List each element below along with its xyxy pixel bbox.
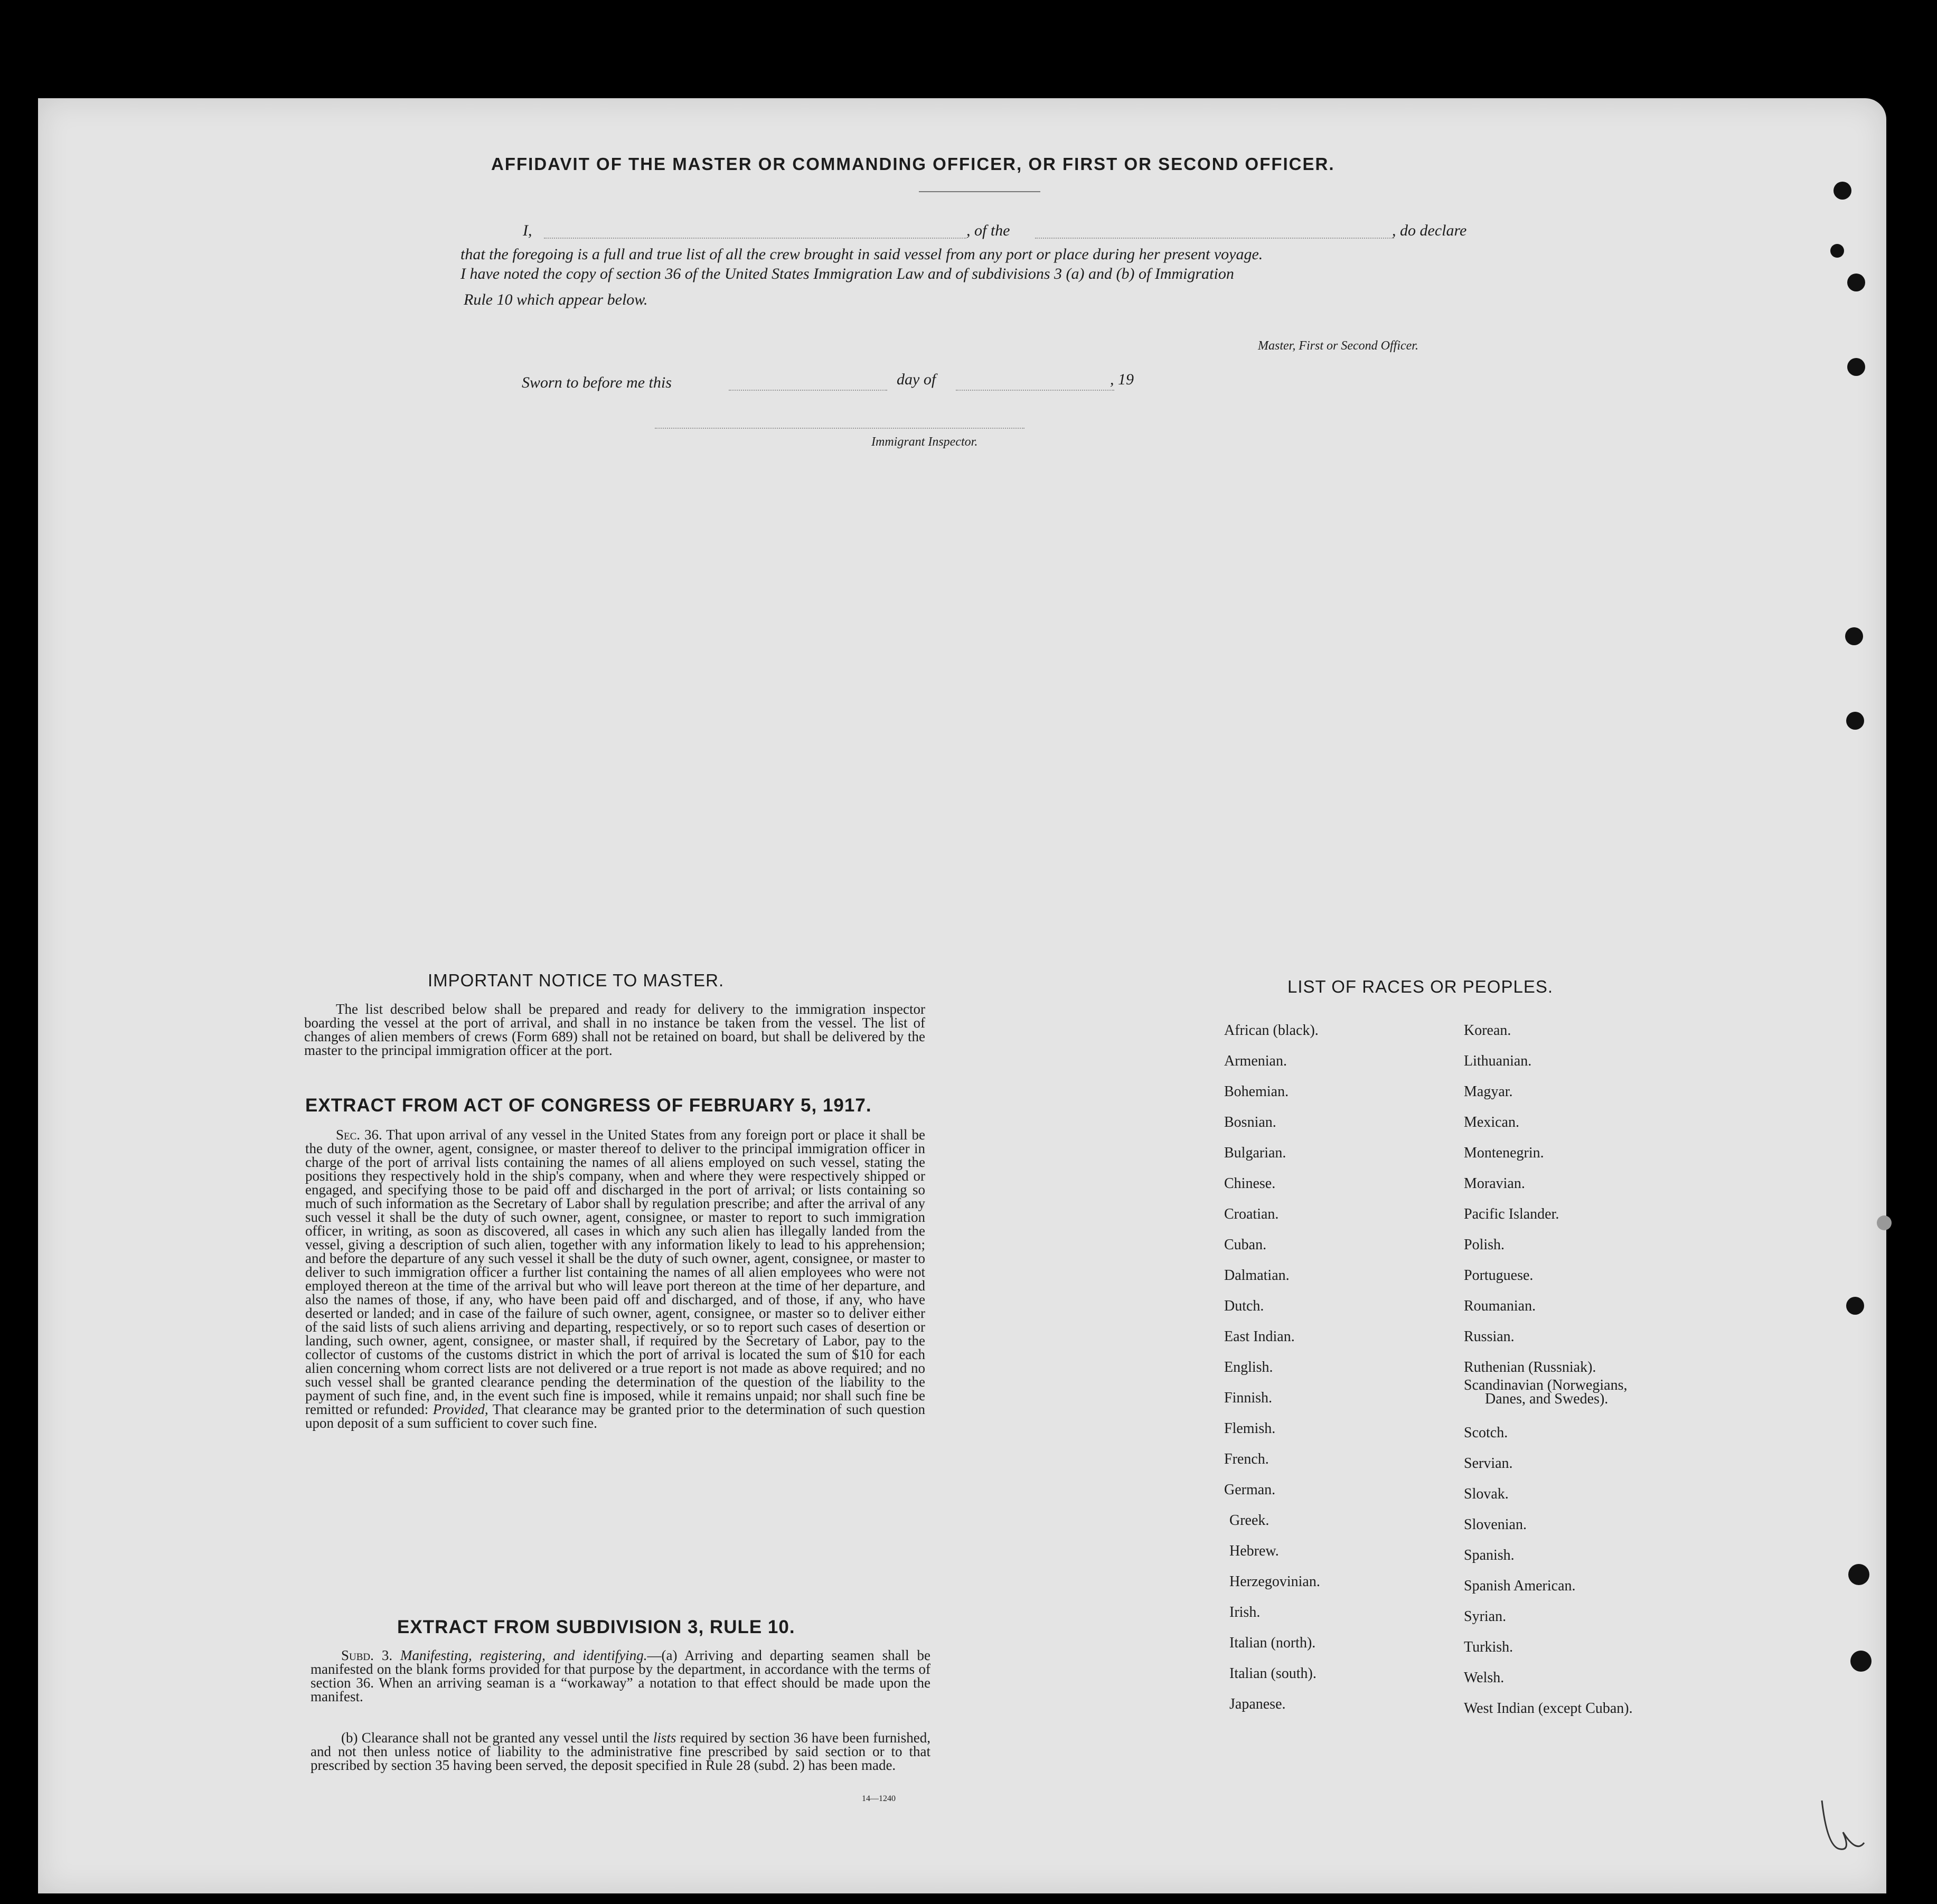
pencil-mark-icon (1811, 1790, 1869, 1864)
races-title: LIST OF RACES OR PEOPLES. (1287, 977, 1554, 996)
binder-hole (1845, 627, 1863, 645)
affidavit-line-2: that the foregoing is a full and true list of all the crew brought in said vessel from any port or place during her present voyage. (460, 246, 1263, 263)
affidavit-line-3: I have noted the copy of section 36 of the United States Immigration Law and of subdivisions 3 (a) and (b) of Immigration (460, 265, 1234, 282)
day-blank[interactable] (729, 390, 887, 391)
proviso-text: That clearance may be granted prior to the determination of such question upon deposit of a sum sufficient to cover such fine. (305, 1401, 926, 1431)
extract-rule-title: EXTRACT FROM SUBDIVISION 3, RULE 10. (397, 1617, 795, 1637)
binder-hole (1850, 1651, 1872, 1672)
race-item: Finnish. (1224, 1390, 1273, 1406)
race-item: Russian. (1464, 1328, 1515, 1345)
race-item: Bosnian. (1224, 1114, 1276, 1130)
race-item: African (black). (1224, 1022, 1319, 1039)
race-item: Korean. (1464, 1022, 1511, 1039)
race-item: Polish. (1464, 1237, 1505, 1253)
name-blank[interactable] (544, 238, 966, 239)
vessel-blank[interactable] (1035, 238, 1394, 239)
race-item: Herzegovinian. (1229, 1573, 1320, 1590)
race-item: Irish. (1229, 1604, 1261, 1620)
race-item: Flemish. (1224, 1420, 1276, 1437)
race-item: Slovak. (1464, 1486, 1509, 1502)
extract-rule-para-b (311, 1731, 930, 1772)
affidavit-title: AFFIDAVIT OF THE MASTER OR COMMANDING OFFICER, OR FIRST OR SECOND OFFICER. (491, 154, 1335, 174)
notice-title: IMPORTANT NOTICE TO MASTER. (428, 970, 725, 990)
race-item: Syrian. (1464, 1608, 1507, 1625)
race-item: Slovenian. (1464, 1516, 1527, 1533)
extract-act-title: EXTRACT FROM ACT OF CONGRESS OF FEBRUARY 5, 1917. (305, 1095, 872, 1116)
race-item: West Indian (except Cuban). (1464, 1700, 1633, 1717)
form-number: 14—1240 (862, 1794, 896, 1803)
binder-hole (1877, 1215, 1892, 1230)
race-item: English. (1224, 1359, 1273, 1375)
affidavit-declare: , do declare (1392, 222, 1467, 239)
inspector-label: Immigrant Inspector. (871, 435, 978, 449)
day-of-label: day of (897, 371, 936, 388)
subd-heading: Manifesting, registering, and identifying. (400, 1647, 647, 1663)
race-item: Japanese. (1229, 1696, 1286, 1712)
binder-hole (1847, 358, 1865, 376)
binder-hole (1847, 274, 1865, 291)
race-item: Italian (north). (1229, 1635, 1316, 1651)
race-item: Moravian. (1464, 1175, 1525, 1192)
race-item: Scandinavian (Norwegians, (1464, 1377, 1628, 1393)
race-item: Italian (south). (1229, 1665, 1317, 1682)
section-label: Sec. 36. (336, 1127, 382, 1143)
race-item: Greek. (1229, 1512, 1270, 1529)
para-b-post: required by section 36 have been furnished, and not then unless notice of liability to the administrative fine prescribed by said section or to that prescribed by section 35 having been served, the deposit specified in Rule 28 (subd. 2) has been made. (311, 1730, 931, 1773)
race-item: Montenegrin. (1464, 1145, 1544, 1161)
extract-act-body (305, 1128, 925, 1430)
affidavit-of-the: , of the (966, 222, 1010, 239)
document-page (38, 98, 1886, 1893)
race-item: Pacific Islander. (1464, 1206, 1559, 1222)
race-item: German. (1224, 1482, 1276, 1498)
binder-hole (1846, 712, 1864, 730)
year-label: , 19 (1110, 371, 1134, 388)
binder-hole (1833, 182, 1851, 200)
race-item: East Indian. (1224, 1328, 1295, 1345)
race-item: Roumanian. (1464, 1298, 1536, 1314)
race-item: Magyar. (1464, 1083, 1513, 1100)
race-item: Cuban. (1224, 1237, 1267, 1253)
race-item: Servian. (1464, 1455, 1513, 1472)
race-item: Scotch. (1464, 1425, 1508, 1441)
race-item: Croatian. (1224, 1206, 1279, 1222)
race-item: Spanish. (1464, 1547, 1515, 1563)
signature-label: Master, First or Second Officer. (1258, 339, 1418, 353)
proviso-label: Provided, (432, 1401, 488, 1417)
race-item: Armenian. (1224, 1053, 1287, 1069)
race-item: Dutch. (1224, 1298, 1264, 1314)
race-item: Mexican. (1464, 1114, 1519, 1130)
race-item: Ruthenian (Russniak). (1464, 1359, 1596, 1375)
para-b-lists: lists (653, 1730, 676, 1746)
inspector-signature-line[interactable] (655, 428, 1024, 429)
title-rule (919, 191, 1040, 192)
race-item: Danes, and Swedes). (1485, 1391, 1609, 1407)
affidavit-line-4: Rule 10 which appear below. (464, 291, 648, 308)
binder-hole (1830, 244, 1844, 258)
race-item: Chinese. (1224, 1175, 1276, 1192)
section-36-text: That upon arrival of any vessel in the United States from any foreign port or place it shall be the duty of the owner, agent, consignee, or master thereof to deliver to the principal immigration officer in charge of the port of arrival lists containing the names of all aliens employed on such vessel, stating the positions they respectively hold in the ship's company, when and where they were respectively shipped or engaged, and specifying those to be paid off and discharged in the port of arrival; or lists containing so much of such information as the Secretary of Labor shall by regulation prescribe; and after the arrival of any such vessel it shall be the duty of such owner, agent, consignee, or master to report to such immigration officer, in writing, as soon as discovered, all cases in which any such alien has illegally landed from the vessel, giving a description of such alien, together with any information likely to lead to his apprehension; and before the departure of any such vessel it shall be the duty of such owner, agent, consignee, or master to deliver to such immigration officer a further list containing the names of all alien employees who were not employed thereon at the time of the arrival but who will leave port thereon at the time of her departure, and also the names of those, if any, who have been paid off and discharged, and of those, if any, who have deserted or landed; and in case of the failure of such owner, agent, consignee, or master so to deliver either of the said lists of such aliens arriving and departing, respectively, or so to report such cases of desertion or landing, such owner, agent, consignee, or master shall, if required by the Secretary of Labor, pay to the collector of customs of the customs district in which the port of arrival is located the sum of $10 for each alien concerning whom correct lists are not delivered or a true report is not made as above required; and no such vessel shall be granted clearance pending the determination of the question of the liability to the payment of such fine, and, in the event such fine is imposed, while it remains unpaid; nor shall such fine be remitted or refunded: (305, 1127, 926, 1417)
para-b-pre: (b) Clearance shall not be granted any vessel until the (341, 1730, 650, 1746)
race-item: Turkish. (1464, 1639, 1513, 1655)
sworn-label: Sworn to before me this (522, 374, 672, 391)
para-a-text: —(a) Arriving and departing seamen shall be manifested on the blank forms provided for that purpose by the department, in accordance with the terms of section 36. When an arriving seaman is a “workaway” a notation to that effect should be made upon the manifest. (311, 1647, 930, 1704)
month-blank[interactable] (956, 390, 1114, 391)
race-item: Dalmatian. (1224, 1267, 1290, 1284)
affidavit-i: I, (523, 222, 532, 239)
binder-hole (1846, 1297, 1864, 1315)
race-item: Welsh. (1464, 1670, 1505, 1686)
race-item: Bulgarian. (1224, 1145, 1286, 1161)
subd-label: Subd. 3. (341, 1647, 393, 1663)
extract-rule-para-a (311, 1648, 930, 1703)
race-item: Spanish American. (1464, 1578, 1576, 1594)
notice-body: The list described below shall be prepared and ready for delivery to the immigration inspector boarding the vessel at the port of arrival, and shall in no instance be taken from the vessel. The list of changes of alien members of crews (Form 689) shall not be retained on board, but shall be delivered by the master to the principal immigration officer at the port. (304, 1001, 925, 1058)
race-item: Bohemian. (1224, 1083, 1289, 1100)
race-item: Portuguese. (1464, 1267, 1534, 1284)
binder-hole (1848, 1564, 1869, 1585)
race-item: Lithuanian. (1464, 1053, 1532, 1069)
race-item: French. (1224, 1451, 1269, 1467)
race-item: Hebrew. (1229, 1543, 1279, 1559)
